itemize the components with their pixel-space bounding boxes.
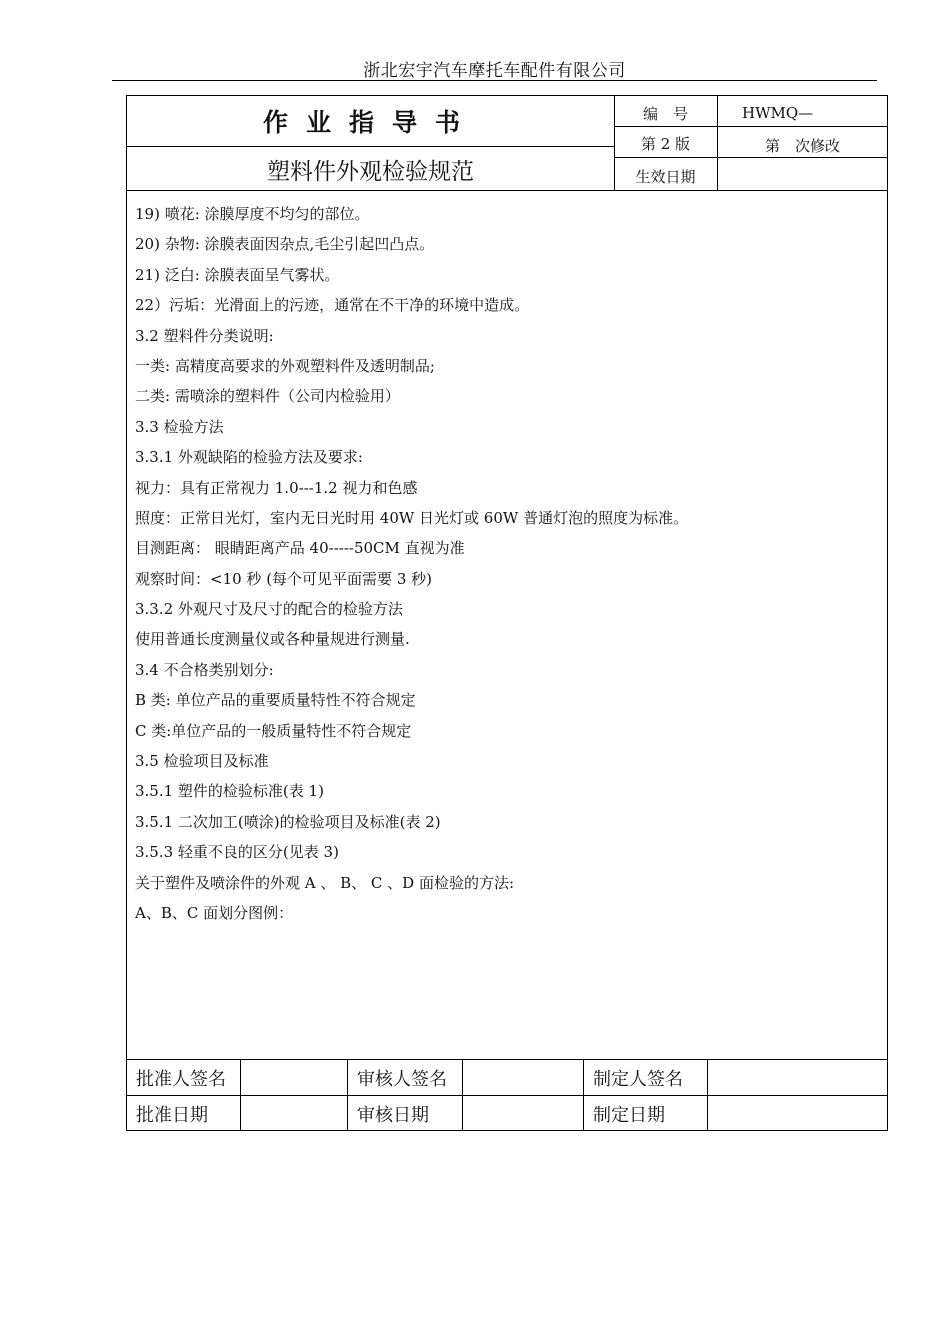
content-line: 22）污垢：光滑面上的污迹，通常在不干净的环境中造成。 bbox=[135, 296, 530, 315]
company-name: 浙北宏宇汽车摩托车配件有限公司 bbox=[363, 61, 626, 81]
content-line: 19) 喷花: 涂膜厚度不均匀的部位。 bbox=[135, 205, 370, 223]
content-line: 3.5.3 轻重不良的区分(见表 3) bbox=[135, 843, 339, 862]
content-line: 照度：正常日光灯，室内无日光时用 40W 日光灯或 60W 普通灯泡的照度为标准。 bbox=[135, 508, 689, 527]
approve-date-label: 批准日期 bbox=[136, 1104, 208, 1126]
signature-divider bbox=[462, 1059, 463, 1131]
content-line: 使用普通长度测量仪或各种量规进行测量. bbox=[135, 630, 410, 649]
effective-date-label: 生效日期 bbox=[635, 167, 696, 186]
content-line: 一类: 高精度高要求的外观塑料件及透明制品; bbox=[135, 356, 435, 375]
content-line: 关于塑件及喷涂件的外观 A 、 B、 C 、D 面检验的方法: bbox=[135, 873, 515, 892]
version-label: 第 2 版 bbox=[640, 134, 691, 153]
reviewer-label: 审核人签名 bbox=[357, 1069, 447, 1090]
signature-divider bbox=[347, 1059, 348, 1131]
content-line: 目测距离： 眼睛距离产品 40-----50CM 直视为准 bbox=[135, 539, 465, 558]
header-rule bbox=[112, 80, 877, 81]
content-line: 21) 泛白: 涂膜表面呈气雾状。 bbox=[135, 265, 340, 284]
content-line: 3.3.1 外观缺陷的检验方法及要求: bbox=[135, 448, 363, 467]
review-date-label: 审核日期 bbox=[357, 1104, 429, 1126]
content-line: 3.3.2 外观尺寸及尺寸的配合的检验方法 bbox=[135, 600, 403, 619]
content-line: 3.5 检验项目及标准 bbox=[135, 752, 269, 771]
author-date-label: 制定日期 bbox=[593, 1104, 665, 1126]
number-value: HWMQ— bbox=[742, 104, 814, 122]
signature-divider bbox=[583, 1059, 584, 1131]
doc-subtitle: 塑料件外观检验规范 bbox=[267, 158, 474, 185]
content-line: 观察时间：<10 秒 (每个可见平面需要 3 秒) bbox=[135, 569, 432, 588]
number-label: 编 号 bbox=[642, 104, 688, 123]
content-line: 3.3 检验方法 bbox=[135, 417, 224, 436]
effective-date-value bbox=[722, 160, 882, 192]
content-line: 3.2 塑料件分类说明: bbox=[135, 326, 274, 345]
signature-divider bbox=[707, 1059, 708, 1131]
doc-title: 作业指导书 bbox=[262, 108, 478, 137]
content-line: A、B、C 面划分图例： bbox=[135, 903, 294, 922]
signature-divider bbox=[240, 1059, 241, 1131]
content-line: 视力：具有正常视力 1.0---1.2 视力和色感 bbox=[135, 478, 418, 497]
content-line: 二类: 需喷涂的塑料件（公司内检验用） bbox=[135, 387, 400, 406]
revision-label: 第 次修改 bbox=[764, 136, 840, 155]
content-line: C 类:单位产品的一般质量特性不符合规定 bbox=[135, 721, 412, 740]
author-label: 制定人签名 bbox=[593, 1069, 683, 1090]
approver-label: 批准人签名 bbox=[136, 1069, 226, 1090]
content-line: B 类: 单位产品的重要质量特性不符合规定 bbox=[135, 691, 416, 710]
content-line: 3.5.1 二次加工(喷涂)的检验项目及标准(表 2) bbox=[135, 812, 441, 831]
content-line: 20) 杂物: 涂膜表面因杂点,毛尘引起凹凸点。 bbox=[135, 235, 435, 254]
content-line: 3.4 不合格类别划分: bbox=[135, 660, 274, 679]
content-body bbox=[135, 199, 875, 928]
content-line: 3.5.1 塑件的检验标准(表 1) bbox=[135, 782, 324, 801]
